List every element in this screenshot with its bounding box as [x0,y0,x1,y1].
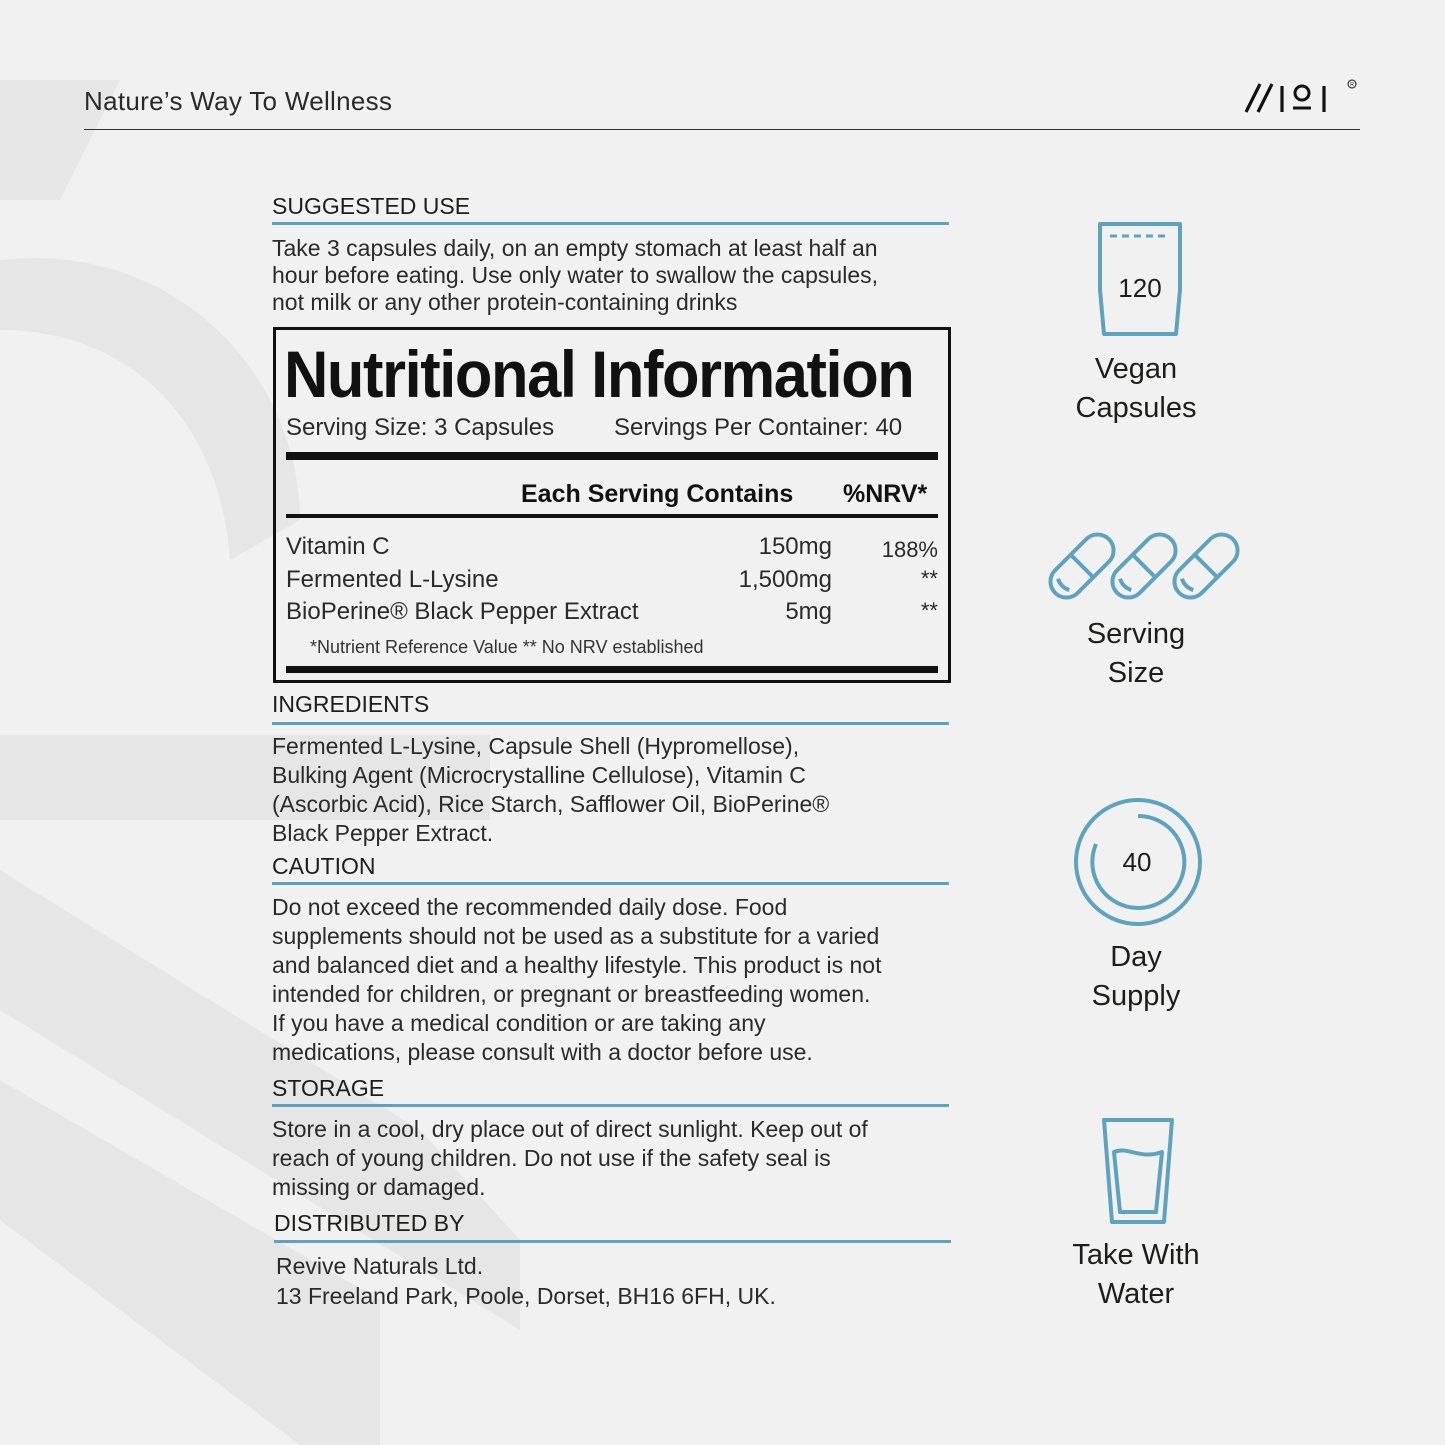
nutrient-nrv: ** [920,598,938,623]
nutrient-amount: 1,500mg [738,566,832,593]
brand-logo [1240,78,1362,118]
storage-line: reach of young children. Do not use if the safety seal is [272,1145,831,1171]
ingredients-line: Fermented L-Lysine, Capsule Shell (Hypromellose), [272,733,800,759]
nutrient-name: Fermented L-Lysine [286,566,499,593]
feature-vegan-capsules [1036,350,1236,428]
caution-text [272,893,952,1067]
feature-label: Take With [1072,1239,1200,1271]
servings-per-container: Servings Per Container: 40 [614,414,903,441]
suggested-use-rule [272,222,949,225]
storage-line: Store in a cool, dry place out of direct sunlight. Keep out of [272,1116,868,1142]
caution-line: Do not exceed the recommended daily dose. Food [272,894,788,920]
nutrient-amount: 150mg [758,533,832,560]
capsules-icon [1048,525,1240,607]
suggested-use-line: not milk or any other protein-containing drinks [272,289,738,315]
suggested-use-line: hour before eating. Use only water to swallow the capsules, [272,262,878,288]
caution-rule [272,882,949,885]
caution-line: If you have a medical condition or are taking any [272,1010,766,1036]
feature-day-supply [1036,938,1236,1016]
feature-take-with-water [1036,1236,1236,1314]
suggested-use-line: Take 3 capsules daily, on an empty stomach at least half an [272,235,878,261]
ingredients-line: Bulking Agent (Microcrystalline Cellulose), Vitamin C [272,762,806,788]
ingredients-line: Black Pepper Extract. [272,820,494,846]
distributor-address: 13 Freeland Park, Poole, Dorset, BH16 6FH, UK. [276,1283,776,1309]
nutrition-footnote: *Nutrient Reference Value ** No NRV established [310,637,704,657]
day-count: 40 [1122,847,1152,877]
suggested-use-text [272,235,952,316]
nutrition-divider [286,514,938,518]
ingredients-text [272,732,952,848]
feature-label: Size [1107,657,1165,689]
tagline: Nature’s Way To Wellness [84,86,393,116]
suggested-use-heading: SUGGESTED USE [272,193,471,219]
pouch-icon [1096,220,1184,338]
nutrient-amount: 5mg [785,598,832,625]
storage-heading: STORAGE [272,1075,385,1101]
distributed-by-text [276,1251,956,1311]
serving-size: Serving Size: 3 Capsules [286,414,555,441]
feature-serving-size [1036,615,1236,693]
caution-heading: CAUTION [272,853,376,879]
storage-line: missing or damaged. [272,1174,486,1200]
nutrition-divider-thick [286,452,938,460]
header-divider [84,129,1360,130]
nutrient-name: BioPerine® Black Pepper Extract [286,598,639,625]
nutrient-name: Vitamin C [286,533,390,560]
col-each-serving: Each Serving Contains [521,480,794,508]
nutrition-panel [273,327,951,683]
ingredients-rule [272,722,949,725]
storage-text [272,1115,952,1202]
distributor-name: Revive Naturals Ltd. [276,1253,484,1279]
caution-line: supplements should not be used as a substitute for a varied [272,923,880,949]
feature-label: Day [1110,941,1162,973]
feature-label: Supply [1091,980,1181,1012]
nutrition-divider-bottom [286,666,938,673]
svg-text:R: R [1350,82,1354,88]
col-nrv: %NRV* [843,480,928,508]
distributed-by-rule [274,1240,951,1243]
feature-label: Water [1097,1278,1175,1310]
pouch-count: 120 [1118,273,1162,303]
nutrition-title: Nutritional Information [284,337,914,411]
feature-label: Capsules [1075,392,1197,424]
nutrient-nrv: 188% [881,537,938,562]
nutrient-nrv: ** [920,566,938,591]
feature-label: Vegan [1094,353,1178,385]
ingredients-heading: INGREDIENTS [272,691,430,717]
water-glass-icon [1100,1116,1176,1226]
day-circle-icon [1072,796,1204,928]
feature-label: Serving [1086,618,1186,650]
caution-line: intended for children, or pregnant or breastfeeding women. [272,981,871,1007]
distributed-by-heading: DISTRIBUTED BY [274,1210,465,1236]
caution-line: medications, please consult with a doctor before use. [272,1039,813,1065]
ingredients-line: (Ascorbic Acid), Rice Starch, Safflower Oil, BioPerine® [272,791,830,817]
caution-line: and balanced diet and a healthy lifestyle. This product is not [272,952,882,978]
storage-rule [272,1104,949,1107]
